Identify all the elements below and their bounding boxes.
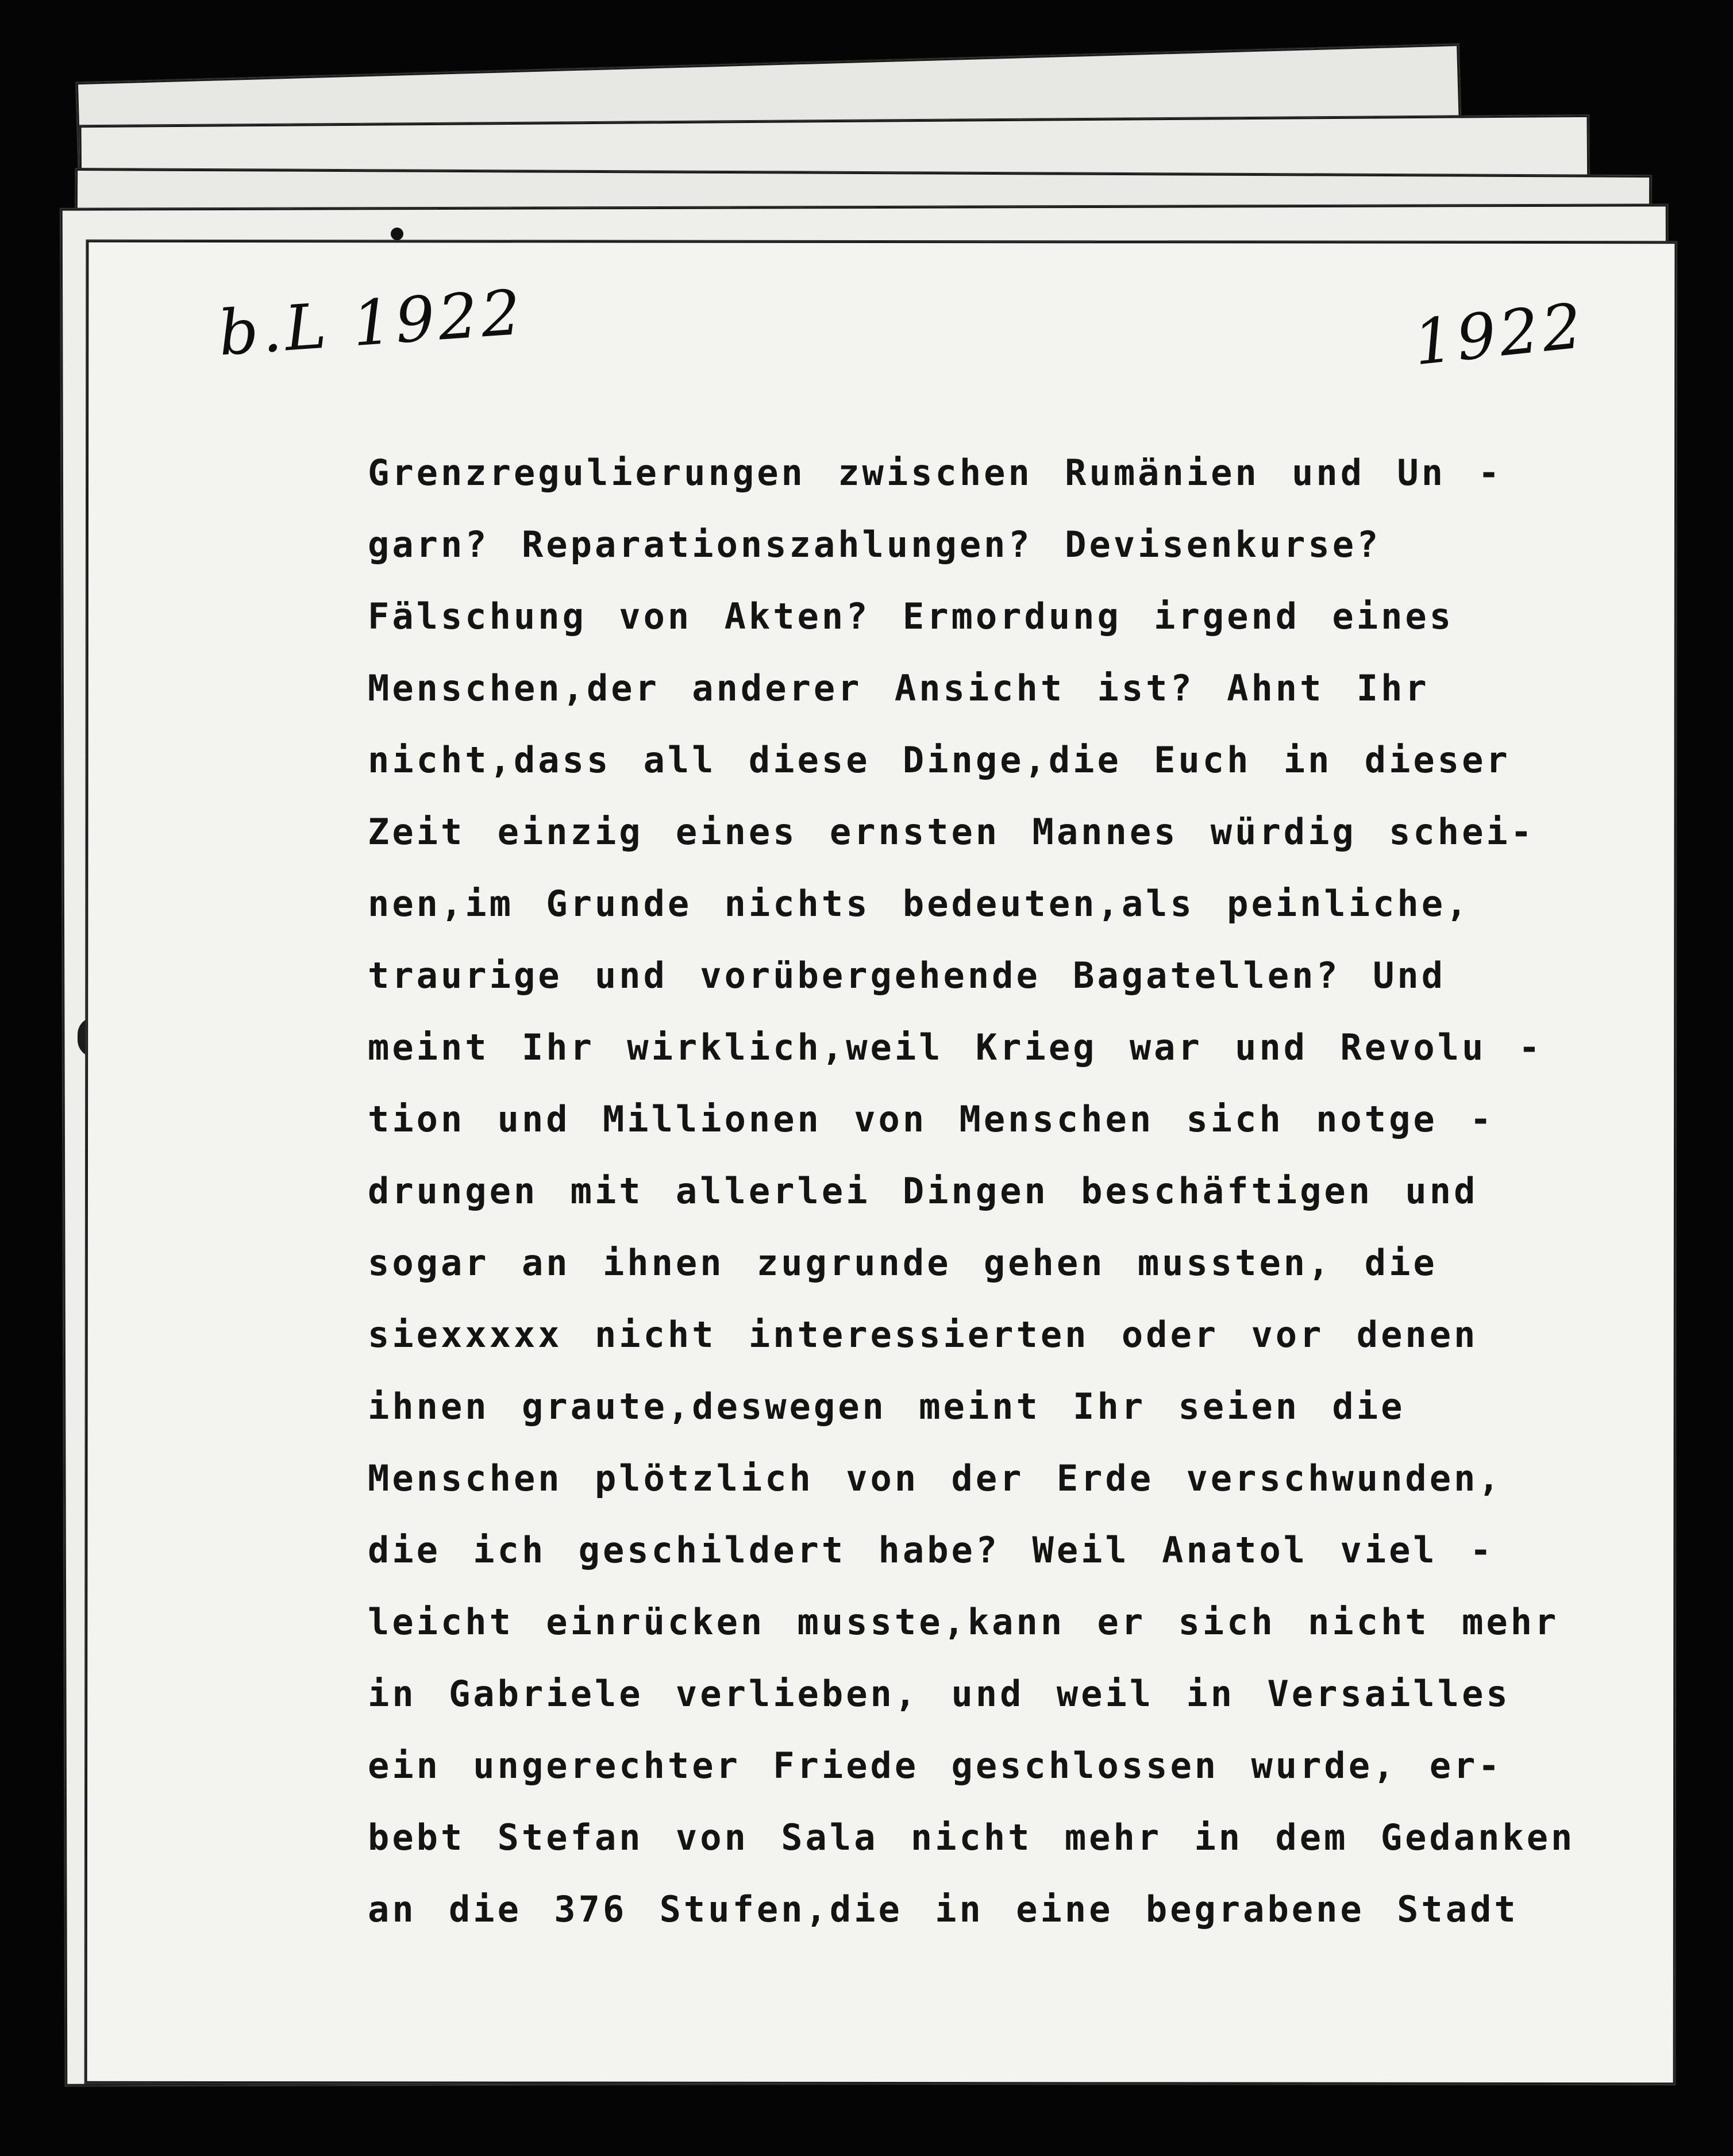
- text-line: Zeit einzig eines ernsten Mannes würdig schei-: [368, 811, 1535, 853]
- text-line: tion und Millionen von Menschen sich notge -: [368, 1098, 1495, 1140]
- text-line: an die 376 Stufen,die in eine begrabene Stadt: [368, 1888, 1519, 1930]
- text-line: traurige und vorübergehende Bagatellen? Und: [368, 954, 1446, 996]
- text-line: Fälschung von Akten? Ermordung irgend eines: [368, 595, 1454, 637]
- text-line: Menschen plötzlich von der Erde verschwunden,: [368, 1457, 1503, 1499]
- text-line: Menschen,der anderer Ansicht ist? Ahnt Ihr: [368, 667, 1430, 709]
- text-line: leicht einrücken musste,kann er sich nicht mehr: [368, 1601, 1559, 1643]
- text-line: siexxxxx nicht interessierten oder vor denen: [368, 1314, 1478, 1356]
- text-line: ihnen graute,deswegen meint Ihr seien die: [368, 1385, 1405, 1427]
- text-line: meint Ihr wirklich,weil Krieg war und Revolu -: [368, 1026, 1543, 1068]
- text-line: bebt Stefan von Sala nicht mehr in dem Gedanken: [368, 1816, 1576, 1858]
- handwritten-note-left: b.L 1922: [216, 276, 527, 370]
- typed-text-block: [368, 437, 1576, 1945]
- text-line: die ich geschildert habe? Weil Anatol viel -: [368, 1529, 1495, 1571]
- text-line: garn? Reparationszahlungen? Devisenkurse?: [368, 523, 1381, 565]
- text-line: nen,im Grunde nichts bedeuten,als peinliche,: [368, 883, 1470, 925]
- text-line: ein ungerechter Friede geschlossen wurde, er-: [368, 1745, 1503, 1787]
- handwritten-note-right: 1922: [1410, 290, 1589, 380]
- text-line: nicht,dass all diese Dinge,die Euch in dieser: [368, 739, 1511, 781]
- ink-dot: [391, 228, 403, 240]
- text-line: sogar an ihnen zugrunde gehen mussten, die: [368, 1242, 1438, 1284]
- text-line: drungen mit allerlei Dingen beschäftigen und: [368, 1170, 1478, 1212]
- text-line: Grenzregulierungen zwischen Rumänien und Un -: [368, 452, 1503, 494]
- text-line: in Gabriele verlieben, und weil in Versailles: [368, 1673, 1511, 1715]
